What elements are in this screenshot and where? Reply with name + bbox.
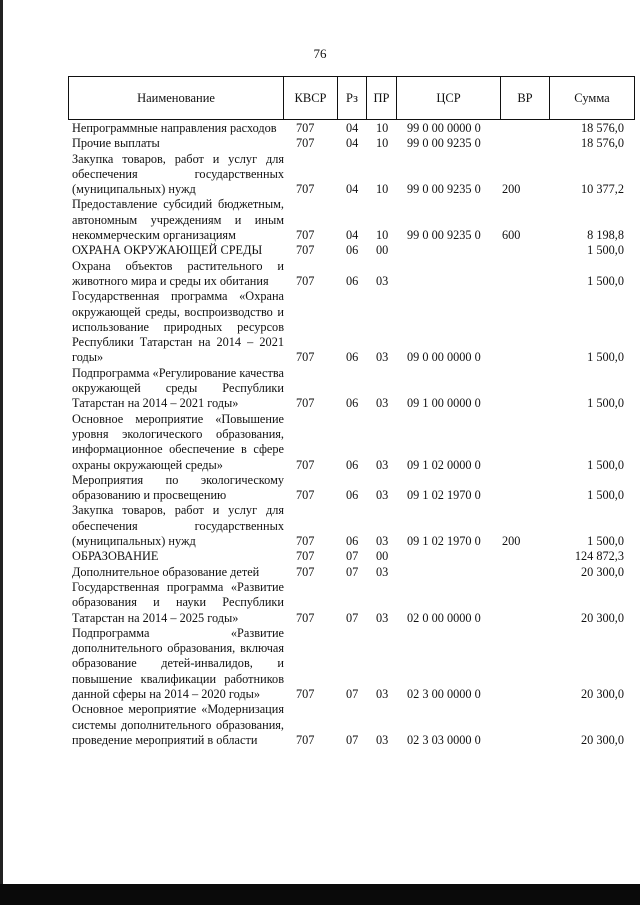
row-name: Закупка товаров, работ и услуг для обеспечения государственных (муниципальных) нужд xyxy=(72,503,284,549)
row-pr: 00 xyxy=(376,549,389,564)
row-kvsr: 707 xyxy=(296,610,315,625)
row-csr: 09 1 00 0000 0 xyxy=(407,396,481,411)
row-name: Подпрограмма «Регулирование качества окружающей среды Республики Татарстан на 2014 – 2021 годы» xyxy=(72,365,284,411)
row-csr: 99 0 00 9235 0 xyxy=(407,136,481,151)
row-sum: 124 872,3 xyxy=(574,549,624,564)
row-kvsr: 707 xyxy=(296,396,315,411)
table-row xyxy=(72,197,632,243)
table-header xyxy=(68,76,635,120)
row-kvsr: 707 xyxy=(296,350,315,365)
row-name: Дополнительное образование детей xyxy=(72,564,260,579)
row-name: Основное мероприятие «Модернизация системы дополнительного образования, проведение мероприятий в области xyxy=(72,702,284,747)
row-pr: 10 xyxy=(376,136,389,151)
row-kvsr: 707 xyxy=(296,732,315,747)
row-kvsr: 707 xyxy=(296,534,315,549)
row-pr: 03 xyxy=(376,564,389,579)
table-row xyxy=(72,503,632,549)
row-rz: 04 xyxy=(346,136,359,151)
row-csr: 09 1 02 1970 0 xyxy=(407,488,481,503)
row-name: Государственная программа «Развитие образования и науки Республики Татарстан на 2014 – 2025 годы» xyxy=(72,579,284,625)
row-csr: 09 1 02 1970 0 xyxy=(407,534,481,549)
row-rz: 04 xyxy=(346,182,359,197)
table-row xyxy=(72,152,632,198)
row-rz: 07 xyxy=(346,610,359,625)
header-pr: ПР xyxy=(367,77,397,119)
row-pr: 03 xyxy=(376,350,389,365)
row-rz: 07 xyxy=(346,686,359,701)
row-pr: 10 xyxy=(376,121,389,135)
row-pr: 03 xyxy=(376,488,389,503)
row-sum: 20 300,0 xyxy=(580,686,624,701)
row-rz: 06 xyxy=(346,488,359,503)
row-pr: 10 xyxy=(376,182,389,197)
row-kvsr: 707 xyxy=(296,243,315,258)
table-row xyxy=(72,549,632,564)
header-kvsr: КВСР xyxy=(284,77,338,119)
header-rz: Рз xyxy=(338,77,367,119)
row-name: Закупка товаров, работ и услуг для обеспечения государственных (муниципальных) нужд xyxy=(72,151,284,197)
row-pr: 03 xyxy=(376,457,389,472)
row-kvsr: 707 xyxy=(296,549,315,564)
row-kvsr: 707 xyxy=(296,488,315,503)
row-sum: 18 576,0 xyxy=(580,121,624,135)
table-body xyxy=(72,121,632,748)
row-kvsr: 707 xyxy=(296,273,315,288)
row-rz: 07 xyxy=(346,732,359,747)
row-csr: 09 1 02 0000 0 xyxy=(407,457,481,472)
scan-bottom-edge xyxy=(0,884,640,905)
row-kvsr: 707 xyxy=(296,121,315,135)
row-sum: 18 576,0 xyxy=(580,136,624,151)
table-row xyxy=(72,580,632,626)
row-sum: 20 300,0 xyxy=(580,610,624,625)
row-csr: 99 0 00 9235 0 xyxy=(407,228,481,243)
row-pr: 03 xyxy=(376,273,389,288)
row-pr: 03 xyxy=(376,732,389,747)
row-csr: 99 0 00 0000 0 xyxy=(407,121,481,135)
row-name: Непрограммные направления расходов xyxy=(72,121,277,135)
table-row xyxy=(72,136,632,151)
row-rz: 06 xyxy=(346,350,359,365)
row-kvsr: 707 xyxy=(296,564,315,579)
row-rz: 04 xyxy=(346,121,359,135)
row-csr: 99 0 00 9235 0 xyxy=(407,182,481,197)
row-sum: 1 500,0 xyxy=(587,243,624,258)
row-csr: 02 3 03 0000 0 xyxy=(407,732,481,747)
row-rz: 06 xyxy=(346,457,359,472)
row-pr: 10 xyxy=(376,228,389,243)
row-name: Подпрограмма «Развитие дополнительного образования, включая образование детей-инвалидов, и повышение квалификации работников данной сферы на 2014 – 2020 годы» xyxy=(72,625,284,701)
row-kvsr: 707 xyxy=(296,228,315,243)
row-pr: 00 xyxy=(376,243,389,258)
row-pr: 03 xyxy=(376,534,389,549)
table-row xyxy=(72,565,632,580)
header-name: Наименование xyxy=(69,77,284,119)
header-vr: ВР xyxy=(501,77,550,119)
table-row xyxy=(72,259,632,290)
row-sum: 8 198,8 xyxy=(587,228,624,243)
row-csr: 02 0 00 0000 0 xyxy=(407,610,481,625)
row-sum: 1 500,0 xyxy=(587,457,624,472)
row-pr: 03 xyxy=(376,610,389,625)
table-row xyxy=(72,121,632,136)
row-name: Предоставление субсидий бюджетным, автономным учреждениям и иным некоммерческим организациям xyxy=(72,197,284,243)
row-sum: 1 500,0 xyxy=(587,488,624,503)
row-vr: 200 xyxy=(502,534,521,549)
row-sum: 1 500,0 xyxy=(587,534,624,549)
row-rz: 07 xyxy=(346,564,359,579)
row-rz: 06 xyxy=(346,396,359,411)
row-kvsr: 707 xyxy=(296,457,315,472)
row-rz: 06 xyxy=(346,273,359,288)
row-sum: 1 500,0 xyxy=(587,350,624,365)
table-row xyxy=(72,626,632,702)
table-row xyxy=(72,702,632,748)
scan-edge xyxy=(0,0,3,905)
table-row xyxy=(72,366,632,412)
page-number: 76 xyxy=(313,46,327,61)
row-name: Основное мероприятие «Повышение уровня экологического образования, информационное обеспечение в сфере охраны окружающей среды» xyxy=(72,411,284,472)
row-rz: 04 xyxy=(346,228,359,243)
row-sum: 20 300,0 xyxy=(580,732,624,747)
row-vr: 200 xyxy=(502,182,521,197)
row-name: ОХРАНА ОКРУЖАЮЩЕЙ СРЕДЫ xyxy=(72,243,263,258)
row-rz: 06 xyxy=(346,534,359,549)
row-pr: 03 xyxy=(376,686,389,701)
row-rz: 06 xyxy=(346,243,359,258)
table-row xyxy=(72,412,632,473)
row-name: Охрана объектов растительного и животного мира и среды их обитания xyxy=(72,258,284,288)
row-name: Прочие выплаты xyxy=(72,136,160,151)
row-pr: 03 xyxy=(376,396,389,411)
table-row xyxy=(72,473,632,504)
row-sum: 1 500,0 xyxy=(587,273,624,288)
header-csr: ЦСР xyxy=(397,77,501,119)
row-name: Государственная программа «Охрана окружающей среды, воспроизводство и использование природных ресурсов Республики Татарстан на 2014 – 2021 годы» xyxy=(72,289,284,365)
row-kvsr: 707 xyxy=(296,136,315,151)
table-row xyxy=(72,243,632,258)
row-sum: 20 300,0 xyxy=(580,564,624,579)
row-kvsr: 707 xyxy=(296,182,315,197)
table-row xyxy=(72,289,632,365)
row-name: Мероприятия по экологическому образованию и просвещению xyxy=(72,472,284,503)
row-rz: 07 xyxy=(346,549,359,564)
row-vr: 600 xyxy=(502,228,521,243)
row-csr: 09 0 00 0000 0 xyxy=(407,350,481,365)
row-kvsr: 707 xyxy=(296,686,315,701)
row-csr: 02 3 00 0000 0 xyxy=(407,686,481,701)
header-sum: Сумма xyxy=(574,91,610,105)
row-sum: 1 500,0 xyxy=(587,396,624,411)
row-sum: 10 377,2 xyxy=(580,182,624,197)
row-name: ОБРАЗОВАНИЕ xyxy=(72,549,159,564)
